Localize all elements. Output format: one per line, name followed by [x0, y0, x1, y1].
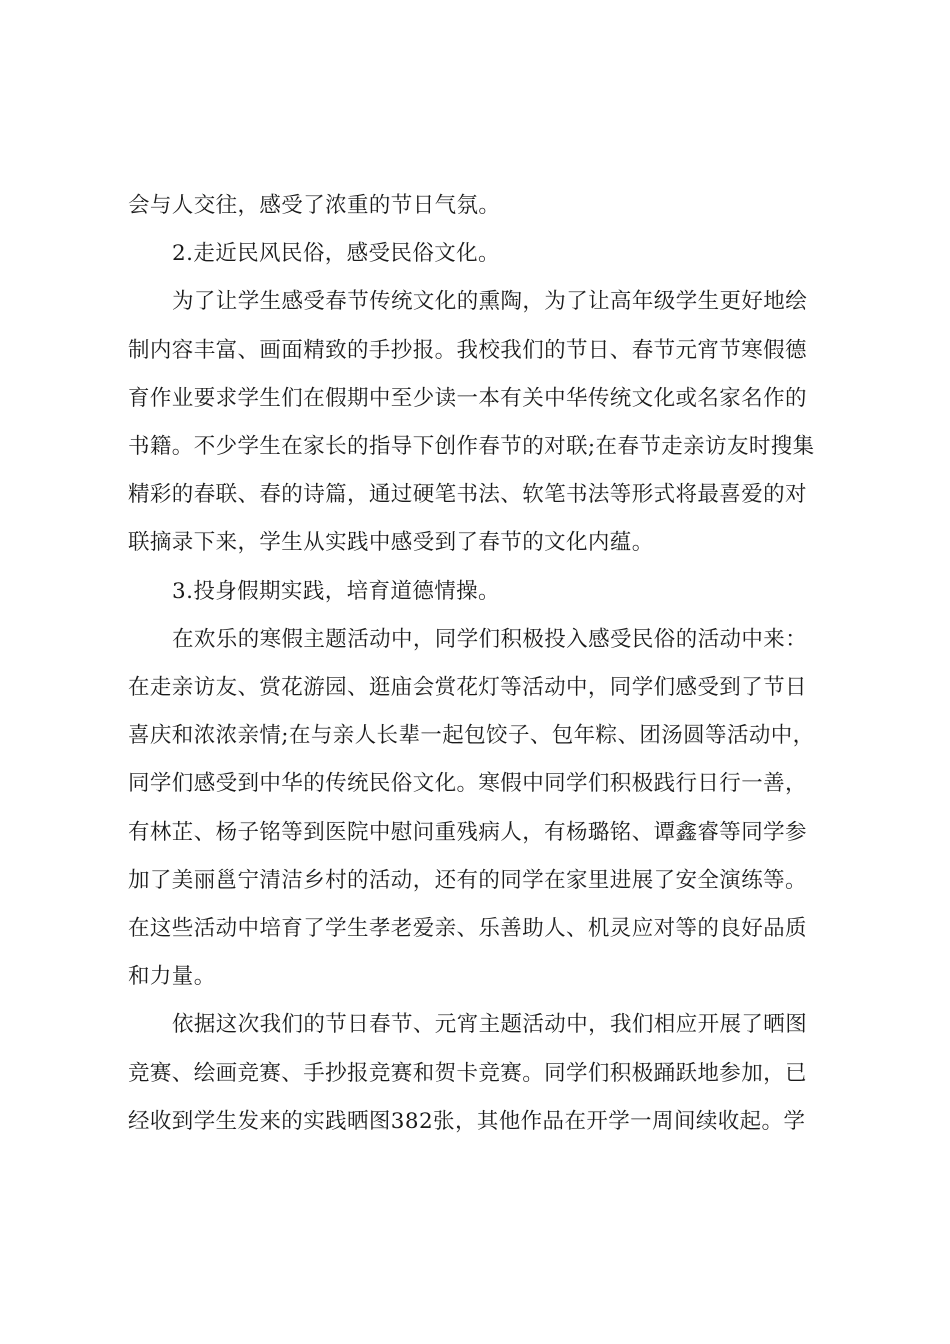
text-line: 书籍。不少学生在家长的指导下创作春节的对联;在春节走亲访友时搜集 [128, 434, 815, 460]
text-line: 经收到学生发来的实践晒图382张，其他作品在开学一周间续收起。学 [128, 1108, 806, 1134]
text-line: 依据这次我们的节日春节、元宵主题活动中，我们相应开展了晒图 [172, 1012, 808, 1038]
text-line: 加了美丽邕宁清洁乡村的活动，还有的同学在家里进展了安全演练等。 [128, 867, 807, 893]
text-line: 为了让学生感受春节传统文化的熏陶，为了让高年级学生更好地绘 [172, 289, 808, 315]
paragraph-1 [128, 182, 832, 230]
text-line: 育作业要求学生们在假期中至少读一本有关中华传统文化或名家名作的 [128, 385, 807, 411]
paragraph-3 [128, 278, 832, 567]
heading-2 [128, 230, 832, 278]
text-line: 会与人交往，感受了浓重的节日气氛。 [128, 193, 501, 218]
text-line: 2.走近民风民俗，感受民俗文化。 [172, 241, 500, 267]
text-line: 和力量。 [128, 964, 216, 990]
text-line: 喜庆和浓浓亲情;在与亲人长辈一起包饺子、包年粽、团汤圆等活动中， [128, 723, 815, 749]
text-line: 在欢乐的寒假主题活动中，同学们积极投入感受民俗的活动中来： [172, 626, 808, 652]
heading-3 [128, 568, 832, 616]
text-line: 竞赛、绘画竞赛、手抄报竞赛和贺卡竞赛。同学们积极踊跃地参加，已 [128, 1060, 807, 1086]
text-line: 有林芷、杨子铭等到医院中慰问重残病人，有杨璐铭、谭鑫睿等同学参 [128, 819, 807, 845]
text-line: 在这些活动中培育了学生孝老爱亲、乐善助人、机灵应对等的良好品质 [128, 916, 807, 942]
text-line: 3.投身假期实践，培育道德情操。 [172, 578, 500, 604]
text-line: 同学们感受到中华的传统民俗文化。寒假中同学们积极践行日行一善， [128, 771, 807, 797]
text-line: 制内容丰富、画面精致的手抄报。我校我们的节日、春节元宵节寒假德 [128, 337, 807, 363]
text-line: 联摘录下来，学生从实践中感受到了春节的文化内蕴。 [128, 530, 654, 556]
paragraph-5 [128, 616, 832, 1002]
document-body [128, 182, 832, 1146]
text-line: 在走亲访友、赏花游园、逛庙会赏花灯等活动中，同学们感受到了节日 [128, 675, 807, 701]
paragraph-6 [128, 1001, 832, 1146]
text-line: 精彩的春联、春的诗篇，通过硬笔书法、软笔书法等形式将最喜爱的对 [128, 482, 807, 508]
